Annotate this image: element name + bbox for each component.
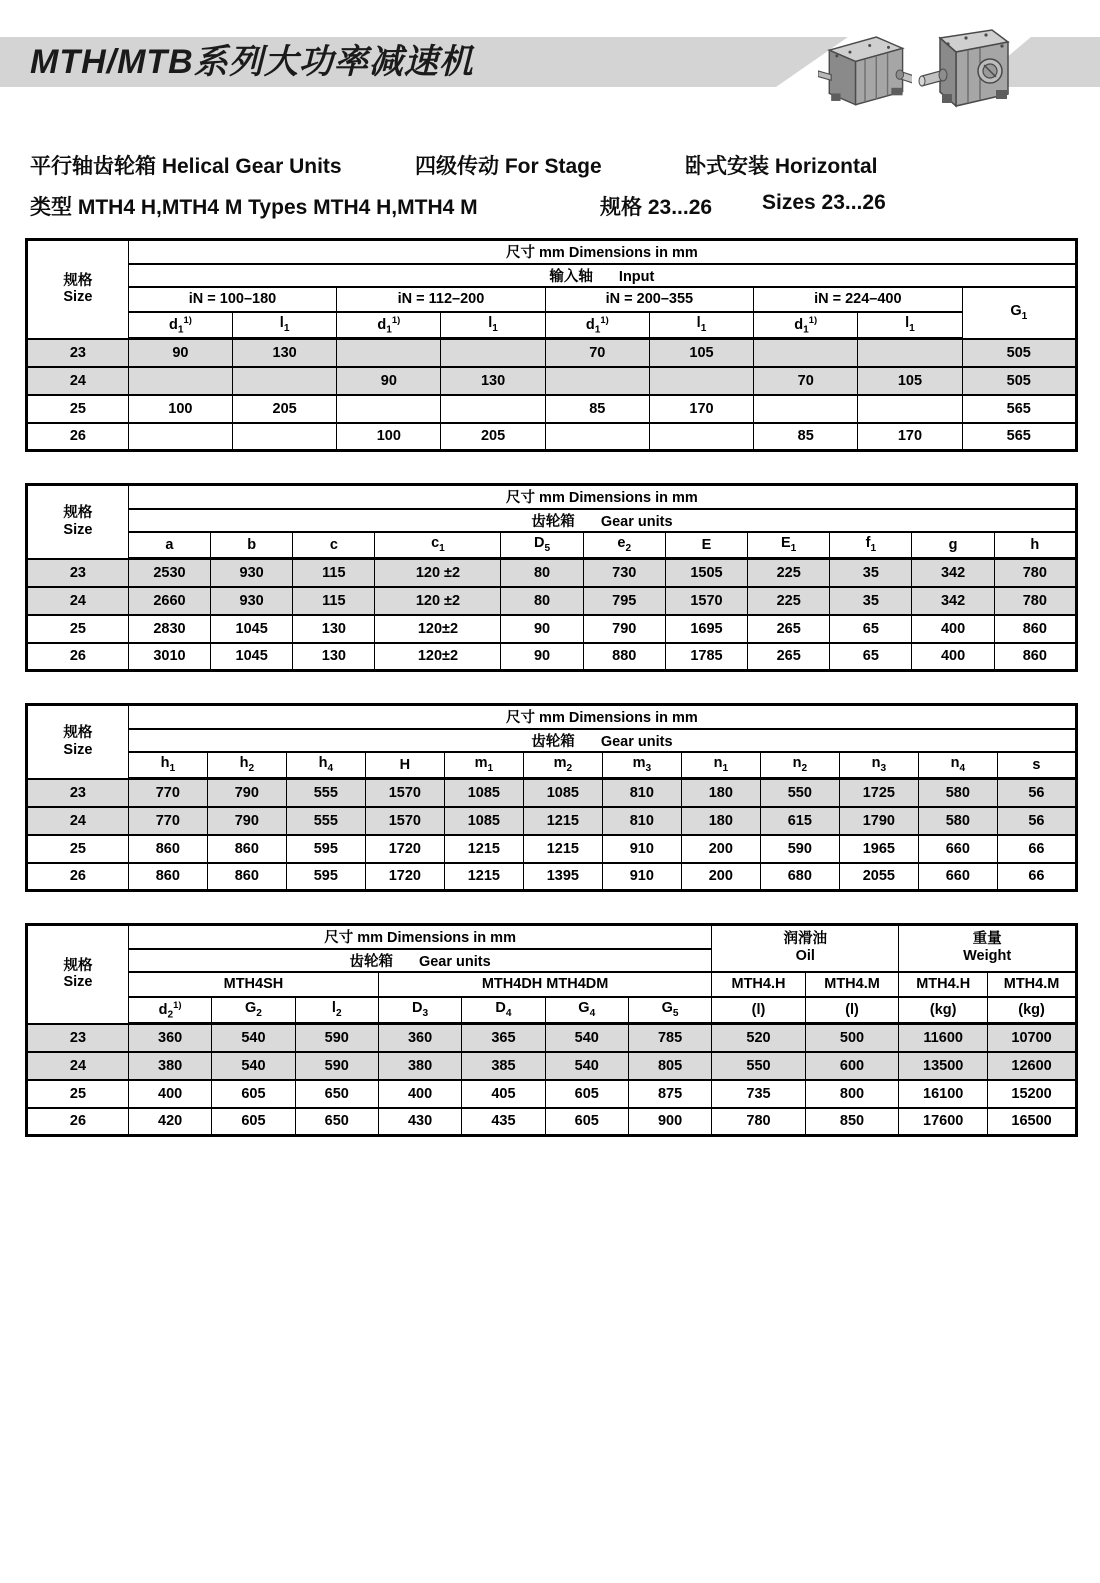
data-cell: 565 — [962, 423, 1076, 451]
table-row — [27, 587, 1077, 615]
data-cell: 550 — [760, 779, 839, 807]
size-column-header: 规格 Size — [27, 485, 129, 559]
data-cell: 11600 — [899, 1024, 988, 1052]
data-cell — [545, 367, 649, 395]
data-cell — [128, 423, 232, 451]
model-header: MTH4.H — [712, 972, 806, 997]
col-header: c — [293, 532, 375, 559]
data-cell: 1215 — [444, 835, 523, 863]
data-cell: 12600 — [988, 1052, 1077, 1080]
data-cell: 860 — [207, 863, 286, 891]
data-cell: 170 — [858, 423, 962, 451]
data-cell: 90 — [501, 643, 583, 671]
table-body — [27, 559, 1077, 671]
data-cell: 16500 — [988, 1108, 1077, 1136]
col-header: $n_1$ — [681, 752, 760, 779]
data-cell: 1725 — [839, 779, 918, 807]
data-cell: 265 — [748, 643, 830, 671]
data-cell: 65 — [830, 643, 912, 671]
data-cell: 555 — [286, 807, 365, 835]
subtitle-mounting: 卧式安装 Horizontal — [685, 155, 878, 178]
table-row — [27, 423, 1077, 451]
data-cell: 770 — [128, 807, 207, 835]
size-cell: 23 — [27, 339, 129, 367]
data-cell: 13500 — [899, 1052, 988, 1080]
data-cell: 500 — [805, 1024, 899, 1052]
data-cell: 130 — [293, 643, 375, 671]
data-cell: 105 — [649, 339, 753, 367]
table-row — [27, 643, 1077, 671]
col-header: b — [211, 532, 293, 559]
data-cell: 120±2 — [375, 643, 501, 671]
data-cell: 180 — [681, 807, 760, 835]
data-cell: 650 — [295, 1108, 378, 1136]
size-cell: 26 — [27, 863, 129, 891]
data-cell: 860 — [128, 863, 207, 891]
data-cell: 56 — [997, 779, 1076, 807]
data-cell: 10700 — [988, 1024, 1077, 1052]
data-cell: 590 — [760, 835, 839, 863]
size-cell: 25 — [27, 835, 129, 863]
col-header: $E_1$ — [748, 532, 830, 559]
col-header: $h_1$ — [128, 752, 207, 779]
data-cell: 505 — [962, 339, 1076, 367]
data-cell — [128, 367, 232, 395]
data-cell: 1570 — [365, 779, 444, 807]
data-cell — [858, 395, 962, 423]
subtitle-types: 类型 MTH4 H,MTH4 M Types MTH4 H,MTH4 M — [30, 196, 478, 219]
col-header: $e_2$ — [583, 532, 665, 559]
data-cell: 615 — [760, 807, 839, 835]
table-row — [27, 1080, 1077, 1108]
subtitle-sizes-zh: 规格 23...26 — [600, 196, 713, 219]
data-cell — [337, 339, 441, 367]
size-cell: 23 — [27, 559, 129, 587]
data-cell: 200 — [681, 835, 760, 863]
data-cell: 130 — [441, 367, 545, 395]
col-header: $l_1$ — [649, 312, 753, 339]
data-cell: 580 — [918, 807, 997, 835]
data-cell: 342 — [912, 587, 994, 615]
data-cell: 85 — [545, 395, 649, 423]
dimensions-header: 尺寸 mm Dimensions in mm — [128, 705, 1076, 729]
data-cell: 605 — [545, 1108, 628, 1136]
ratio-group-header: iN = 100–180 — [128, 287, 336, 312]
data-cell: 205 — [441, 423, 545, 451]
data-cell: 785 — [628, 1024, 711, 1052]
data-cell: 1570 — [665, 587, 747, 615]
data-cell: 200 — [681, 863, 760, 891]
data-cell: 120 ±2 — [375, 559, 501, 587]
size-cell: 26 — [27, 643, 129, 671]
col-header: $l_1$ — [233, 312, 337, 339]
data-cell: 660 — [918, 835, 997, 863]
data-cell — [754, 339, 858, 367]
data-cell: 3010 — [128, 643, 210, 671]
table-row — [27, 1108, 1077, 1136]
col-header-g1: $G_1$ — [962, 287, 1076, 339]
size-column-header: 规格 Size — [27, 705, 129, 779]
col-header: $n_2$ — [760, 752, 839, 779]
data-cell: 400 — [128, 1080, 211, 1108]
table-row — [27, 615, 1077, 643]
data-cell: 100 — [128, 395, 232, 423]
data-cell: 1720 — [365, 835, 444, 863]
data-cell: 810 — [602, 807, 681, 835]
data-cell: 420 — [128, 1108, 211, 1136]
data-cell: 2830 — [128, 615, 210, 643]
col-header: $m_1$ — [444, 752, 523, 779]
size-label-en: Size — [63, 289, 93, 306]
col-header: (kg) — [988, 997, 1077, 1024]
ratio-group-header: iN = 224–400 — [754, 287, 962, 312]
data-cell: 860 — [207, 835, 286, 863]
data-cell: 810 — [602, 779, 681, 807]
col-header: $d_1^{1)}$ — [754, 312, 858, 339]
tables-section — [25, 238, 1078, 1168]
data-cell: 405 — [462, 1080, 545, 1108]
data-cell: 1790 — [839, 807, 918, 835]
data-cell: 780 — [994, 587, 1076, 615]
gear-units-header: 齿轮箱 Gear units — [128, 949, 711, 972]
size-cell: 24 — [27, 367, 129, 395]
data-cell: 380 — [378, 1052, 461, 1080]
data-cell: 540 — [212, 1052, 295, 1080]
table-row — [27, 863, 1077, 891]
data-cell: 265 — [748, 615, 830, 643]
data-cell: 100 — [337, 423, 441, 451]
data-cell: 80 — [501, 587, 583, 615]
data-cell: 730 — [583, 559, 665, 587]
data-cell: 115 — [293, 559, 375, 587]
col-header: E — [665, 532, 747, 559]
col-header: g — [912, 532, 994, 559]
col-header: a — [128, 532, 210, 559]
data-cell: 35 — [830, 587, 912, 615]
data-cell: 1215 — [523, 835, 602, 863]
subtitle-stage: 四级传动 For Stage — [415, 155, 602, 178]
data-cell: 850 — [805, 1108, 899, 1136]
model-header: MTH4.M — [988, 972, 1077, 997]
table-row — [27, 1052, 1077, 1080]
table-input-shaft — [25, 238, 1078, 452]
table-row — [27, 779, 1077, 807]
data-cell: 1505 — [665, 559, 747, 587]
table-body — [27, 339, 1077, 451]
data-cell: 66 — [997, 835, 1076, 863]
data-cell — [337, 395, 441, 423]
data-cell: 1785 — [665, 643, 747, 671]
data-cell: 540 — [545, 1024, 628, 1052]
data-cell — [233, 367, 337, 395]
data-cell: 680 — [760, 863, 839, 891]
dimensions-header: 尺寸 mm Dimensions in mm — [128, 240, 1076, 264]
col-header: $G_2$ — [212, 997, 295, 1024]
data-cell: 555 — [286, 779, 365, 807]
size-cell: 26 — [27, 423, 129, 451]
col-header: s — [997, 752, 1076, 779]
model-group-header: MTH4DH MTH4DM — [378, 972, 711, 997]
size-cell: 24 — [27, 807, 129, 835]
input-shaft-header: 输入轴 Input — [128, 264, 1076, 287]
data-cell — [754, 395, 858, 423]
dimensions-header: 尺寸 mm Dimensions in mm — [128, 485, 1076, 509]
table-row — [27, 1024, 1077, 1052]
table-gear-units-dimensions-1 — [25, 483, 1078, 672]
data-cell: 225 — [748, 587, 830, 615]
data-cell: 115 — [293, 587, 375, 615]
data-cell: 605 — [212, 1108, 295, 1136]
model-header: MTH4.M — [805, 972, 899, 997]
gearbox-right-image — [914, 16, 1014, 116]
data-cell: 910 — [602, 835, 681, 863]
size-cell: 25 — [27, 1080, 129, 1108]
col-header: $G_5$ — [628, 997, 711, 1024]
data-cell: 1045 — [211, 615, 293, 643]
data-cell: 1965 — [839, 835, 918, 863]
data-cell: 65 — [830, 615, 912, 643]
data-cell: 17600 — [899, 1108, 988, 1136]
data-cell: 595 — [286, 863, 365, 891]
data-cell: 1395 — [523, 863, 602, 891]
col-header: $d_2^{1)}$ — [128, 997, 211, 1024]
data-cell: 120 ±2 — [375, 587, 501, 615]
data-cell: 860 — [994, 615, 1076, 643]
col-header: $l_1$ — [858, 312, 962, 339]
data-cell: 505 — [962, 367, 1076, 395]
data-cell: 2055 — [839, 863, 918, 891]
dimensions-header: 尺寸 mm Dimensions in mm — [128, 925, 711, 949]
data-cell: 860 — [994, 643, 1076, 671]
data-cell: 875 — [628, 1080, 711, 1108]
size-cell: 25 — [27, 615, 129, 643]
data-cell: 120±2 — [375, 615, 501, 643]
data-cell — [649, 367, 753, 395]
col-header: H — [365, 752, 444, 779]
col-header: $D_5$ — [501, 532, 583, 559]
data-cell — [858, 339, 962, 367]
data-cell: 795 — [583, 587, 665, 615]
data-cell: 225 — [748, 559, 830, 587]
gear-units-header: 齿轮箱 Gear units — [128, 729, 1076, 752]
size-column-header — [27, 240, 129, 339]
data-cell: 90 — [128, 339, 232, 367]
table-oil-weight — [25, 923, 1078, 1137]
data-cell: 600 — [805, 1052, 899, 1080]
data-cell: 880 — [583, 643, 665, 671]
col-header: h — [994, 532, 1076, 559]
gearbox-left-image — [818, 22, 912, 116]
data-cell: 365 — [462, 1024, 545, 1052]
data-cell: 90 — [337, 367, 441, 395]
data-cell — [441, 339, 545, 367]
data-cell: 860 — [128, 835, 207, 863]
size-cell: 23 — [27, 1024, 129, 1052]
col-header: $h_4$ — [286, 752, 365, 779]
data-cell: 540 — [545, 1052, 628, 1080]
data-cell: 590 — [295, 1024, 378, 1052]
data-cell: 1215 — [523, 807, 602, 835]
data-cell: 790 — [583, 615, 665, 643]
data-cell: 85 — [754, 423, 858, 451]
data-cell: 2530 — [128, 559, 210, 587]
col-header: $c_1$ — [375, 532, 501, 559]
data-cell: 930 — [211, 559, 293, 587]
table-body — [27, 779, 1077, 891]
data-cell — [233, 423, 337, 451]
col-header: $d_1^{1)}$ — [337, 312, 441, 339]
data-cell: 105 — [858, 367, 962, 395]
data-cell: 1045 — [211, 643, 293, 671]
col-header: (l) — [712, 997, 806, 1024]
table-row — [27, 835, 1077, 863]
col-header: (l) — [805, 997, 899, 1024]
data-cell: 590 — [295, 1052, 378, 1080]
data-cell: 56 — [997, 807, 1076, 835]
data-cell: 435 — [462, 1108, 545, 1136]
model-group-header: MTH4SH — [128, 972, 378, 997]
data-cell: 805 — [628, 1052, 711, 1080]
table-row — [27, 559, 1077, 587]
col-header: $D_4$ — [462, 997, 545, 1024]
col-header: $l_2$ — [295, 997, 378, 1024]
size-cell: 26 — [27, 1108, 129, 1136]
data-cell: 800 — [805, 1080, 899, 1108]
data-cell: 70 — [754, 367, 858, 395]
size-cell: 23 — [27, 779, 129, 807]
size-label-zh: 规格 — [63, 272, 93, 289]
col-header: $D_3$ — [378, 997, 461, 1024]
data-cell — [649, 423, 753, 451]
data-cell: 35 — [830, 559, 912, 587]
data-cell: 780 — [712, 1108, 806, 1136]
data-cell: 650 — [295, 1080, 378, 1108]
data-cell: 1215 — [444, 863, 523, 891]
data-cell: 205 — [233, 395, 337, 423]
data-cell: 1085 — [523, 779, 602, 807]
gear-units-header: 齿轮箱 Gear units — [128, 509, 1076, 532]
weight-header: 重量 Weight — [899, 925, 1077, 972]
data-cell — [441, 395, 545, 423]
model-header: MTH4.H — [899, 972, 988, 997]
table-row — [27, 339, 1077, 367]
col-header: $m_2$ — [523, 752, 602, 779]
data-cell: 380 — [128, 1052, 211, 1080]
data-cell: 780 — [994, 559, 1076, 587]
data-cell: 130 — [233, 339, 337, 367]
col-header: $d_1^{1)}$ — [128, 312, 232, 339]
col-header: $d_1^{1)}$ — [545, 312, 649, 339]
table-gear-units-dimensions-2 — [25, 703, 1078, 892]
size-cell: 24 — [27, 1052, 129, 1080]
data-cell: 770 — [128, 779, 207, 807]
subtitle-product-type: 平行轴齿轮箱 Helical Gear Units — [30, 155, 342, 178]
data-cell: 1085 — [444, 779, 523, 807]
size-column-header: 规格 Size — [27, 925, 129, 1024]
data-cell: 660 — [918, 863, 997, 891]
data-cell: 360 — [378, 1024, 461, 1052]
data-cell: 360 — [128, 1024, 211, 1052]
col-header: $l_1$ — [441, 312, 545, 339]
col-header: $n_4$ — [918, 752, 997, 779]
data-cell: 540 — [212, 1024, 295, 1052]
data-cell: 565 — [962, 395, 1076, 423]
data-cell: 130 — [293, 615, 375, 643]
col-header: $n_3$ — [839, 752, 918, 779]
data-cell: 1085 — [444, 807, 523, 835]
table-row — [27, 367, 1077, 395]
data-cell: 580 — [918, 779, 997, 807]
data-cell: 70 — [545, 339, 649, 367]
data-cell — [545, 423, 649, 451]
col-header: $m_3$ — [602, 752, 681, 779]
data-cell: 80 — [501, 559, 583, 587]
data-cell: 595 — [286, 835, 365, 863]
data-cell: 900 — [628, 1108, 711, 1136]
data-cell: 930 — [211, 587, 293, 615]
size-cell: 24 — [27, 587, 129, 615]
ratio-group-header: iN = 200–355 — [545, 287, 753, 312]
data-cell: 1570 — [365, 807, 444, 835]
data-cell: 400 — [378, 1080, 461, 1108]
data-cell: 170 — [649, 395, 753, 423]
data-cell: 400 — [912, 615, 994, 643]
data-cell: 605 — [545, 1080, 628, 1108]
data-cell: 385 — [462, 1052, 545, 1080]
data-cell: 790 — [207, 779, 286, 807]
data-cell: 90 — [501, 615, 583, 643]
data-cell: 66 — [997, 863, 1076, 891]
data-cell: 605 — [212, 1080, 295, 1108]
data-cell: 790 — [207, 807, 286, 835]
subtitle-sizes-en: Sizes 23...26 — [762, 191, 886, 214]
data-cell: 520 — [712, 1024, 806, 1052]
size-cell: 25 — [27, 395, 129, 423]
page-title: MTH/MTB系列大功率减速机 — [30, 43, 474, 81]
data-cell: 430 — [378, 1108, 461, 1136]
data-cell: 1720 — [365, 863, 444, 891]
data-cell: 910 — [602, 863, 681, 891]
oil-header: 润滑油 Oil — [712, 925, 899, 972]
data-cell: 15200 — [988, 1080, 1077, 1108]
col-header: $h_2$ — [207, 752, 286, 779]
data-cell: 180 — [681, 779, 760, 807]
col-header: (kg) — [899, 997, 988, 1024]
data-cell: 550 — [712, 1052, 806, 1080]
ratio-group-header: iN = 112–200 — [337, 287, 545, 312]
col-header: $G_4$ — [545, 997, 628, 1024]
data-cell: 735 — [712, 1080, 806, 1108]
table-row — [27, 395, 1077, 423]
data-cell: 16100 — [899, 1080, 988, 1108]
data-cell: 342 — [912, 559, 994, 587]
data-cell: 1695 — [665, 615, 747, 643]
col-header: $f_1$ — [830, 532, 912, 559]
data-cell: 2660 — [128, 587, 210, 615]
table-row — [27, 807, 1077, 835]
data-cell: 400 — [912, 643, 994, 671]
table-body — [27, 1024, 1077, 1136]
